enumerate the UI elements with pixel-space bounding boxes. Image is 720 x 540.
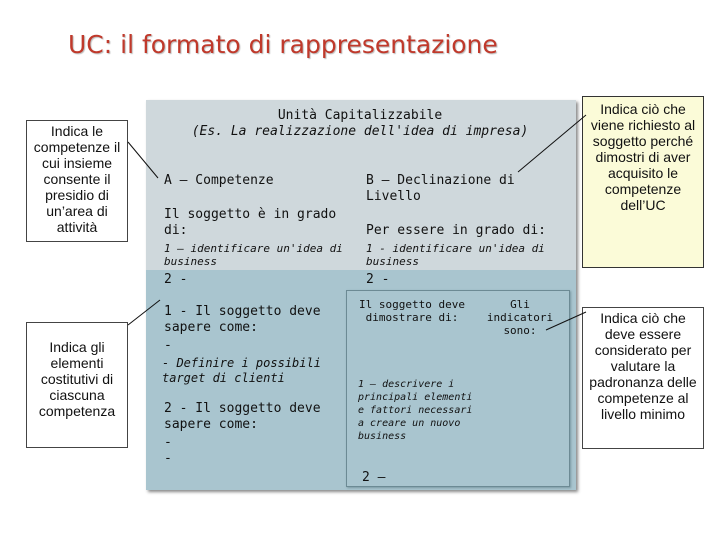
lower-1-dash: - xyxy=(164,338,172,353)
slide-title: UC: il formato di rappresentazione xyxy=(68,30,498,59)
assessment-col-1-title: Il soggetto deve dimostrare di: xyxy=(359,298,465,324)
lower-1-title: 1 - Il soggetto deve sapere come: xyxy=(164,304,321,335)
callout-competences-text: Indica le competenze il cui insieme consente il presidio di un’area di attività xyxy=(33,123,121,235)
callout-elements-text: Indica gli elementi costitutivi di ciascuna competenza xyxy=(38,339,116,419)
panel-header-title: Unità Capitalizzabile xyxy=(277,108,443,123)
assessment-col-2-title: Gli indicatori sono: xyxy=(486,298,554,337)
lower-2-dash-1: - xyxy=(164,435,172,450)
connector-elements xyxy=(128,300,160,325)
lower-1-item: - Definire i possibili target di clienti xyxy=(162,356,321,385)
lower-2-title: 2 - Il soggetto deve sapere come: xyxy=(164,401,321,432)
col-b-item-1: 1 - identificare un'idea di business xyxy=(366,242,545,268)
col-b-subject: Per essere in grado di: xyxy=(366,223,547,238)
col-a-item-1: 1 – identificare un'idea di business xyxy=(164,242,343,268)
connector-level xyxy=(518,115,586,172)
col-a-title: A – Competenze xyxy=(164,173,274,188)
col-a-subject: Il soggetto è in grado di: xyxy=(164,207,337,238)
col-b-item-2: 2 - xyxy=(366,272,390,287)
panel-header-example: (Es. La realizzazione dell'idea di impresa) xyxy=(191,124,529,139)
connector-competences xyxy=(128,142,158,178)
assessment-item-1: 1 – descrivere i principali elementi e fattori necessari a creare un nuovo business xyxy=(358,379,473,442)
col-b-title: B – Declinazione di Livello xyxy=(366,173,515,204)
lower-2-dash-2: - xyxy=(164,451,172,466)
assessment-item-2: 2 – xyxy=(362,470,386,485)
callout-indicators-text: Indica ciò che deve essere considerato per valutare la padronanza delle competenze al livello minimo xyxy=(589,310,697,422)
connector-indicators xyxy=(546,312,586,330)
col-a-item-2: 2 - xyxy=(164,272,188,287)
callout-level-text: Indica ciò che viene richiesto al soggetto perché dimostri di aver acquisito le competenze dell’UC xyxy=(590,101,696,213)
